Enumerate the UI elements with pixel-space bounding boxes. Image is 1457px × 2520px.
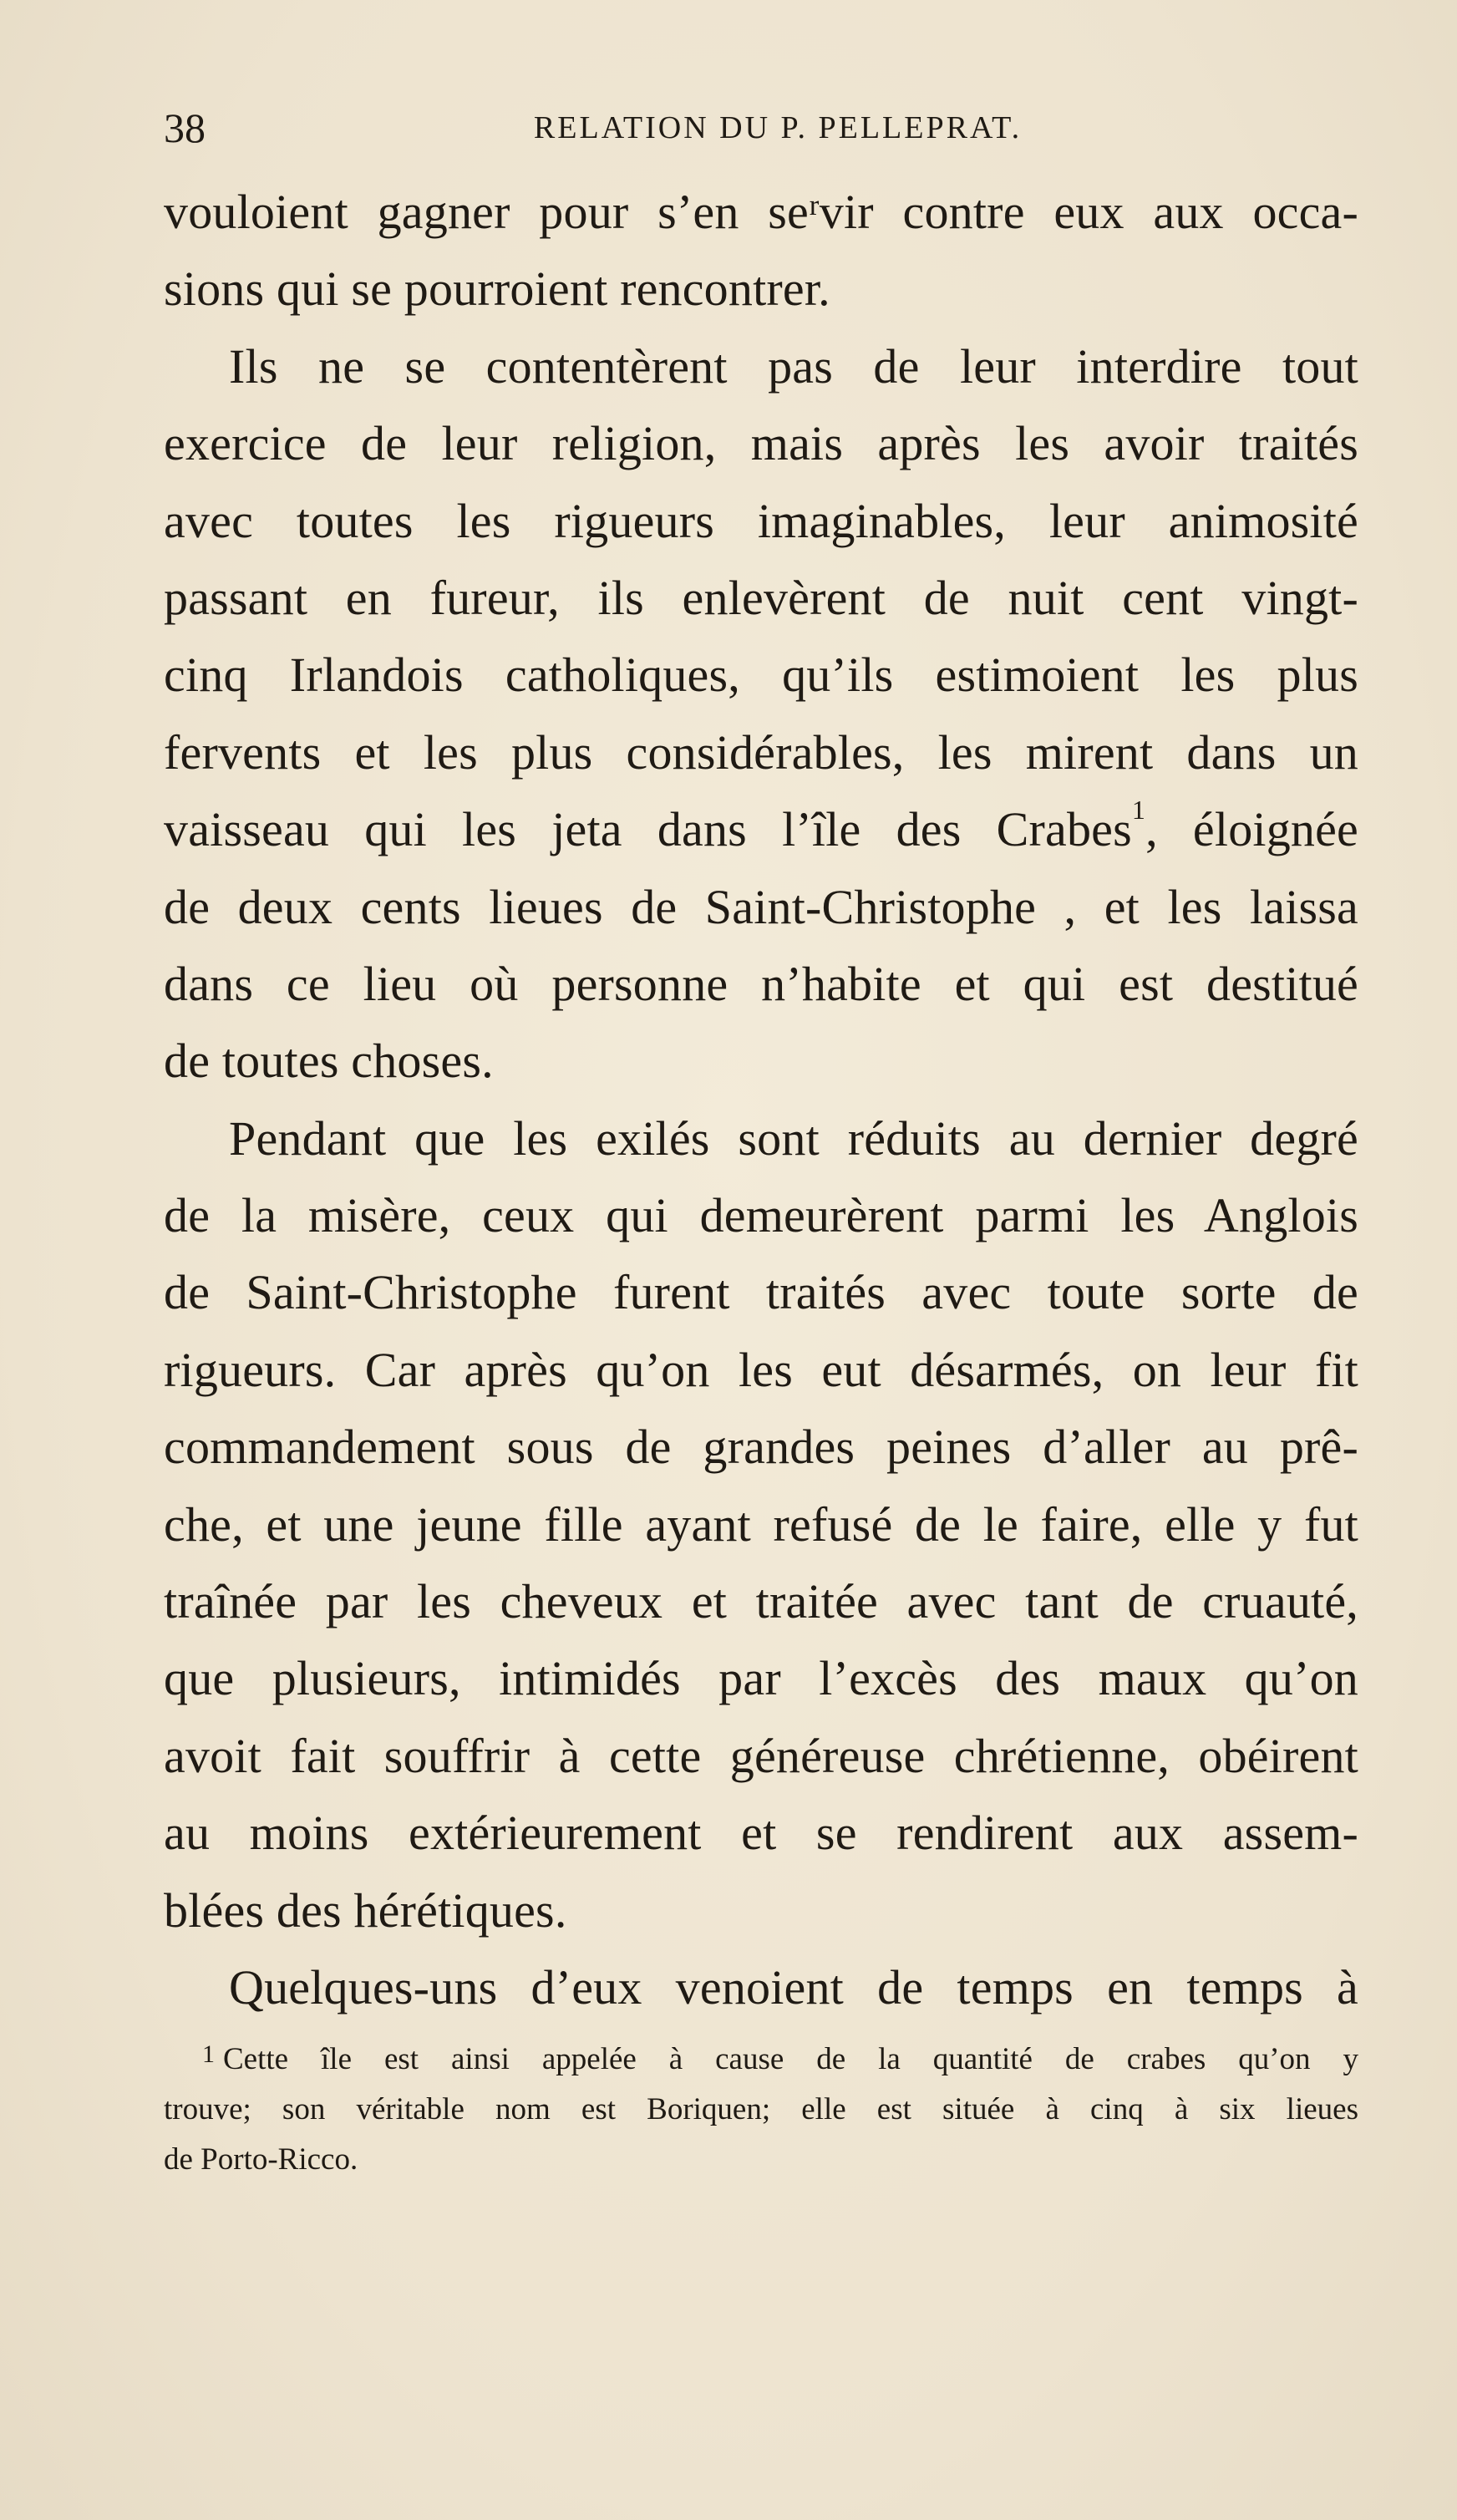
text-segment: , éloignée [1145,802,1358,857]
text-line: fervents et les plus considérables, les mirent dans un [164,724,1358,780]
footnote-text: Cette île est ainsi appelée à cause de la quantité de crabes qu’on y [223,2042,1358,2076]
text-line: de Saint-Christophe furent traités avec toute sorte de [164,1265,1358,1320]
text-line: de la misère, ceux qui demeurèrent parmi les Anglois [164,1188,1358,1243]
footnote-line: trouve; son véritable nom est Boriquen; elle est située à cinq à six lieues [164,2092,1358,2126]
text-line: blées des hérétiques. [164,1882,567,1938]
text-line: cinq Irlandois catholiques, qu’ils estimoient les plus [164,648,1358,703]
text-line: que plusieurs, intimidés par l’excès des maux qu’on [164,1651,1358,1706]
footnote-line: de Porto-Ricco. [164,2142,358,2177]
page-header [164,99,1358,157]
text-line [164,791,1358,868]
text-line: passant en fureur, ils enlevèrent de nuit cent vingt- [164,570,1358,625]
text-line: vouloient gagner pour s’en seʳvir contre eux aux occa- [164,185,1358,239]
text-line: rigueurs. Car après qu’on les eut désarmés, on leur fit [164,1342,1358,1397]
text-line: Quelques-uns d’eux venoient de temps en temps à [229,1959,1358,2014]
text-line: sions qui se pourroient rencontrer. [164,262,830,317]
footnote [164,2035,1358,2185]
text-line: commandement sous de grandes peines d’aller au prê- [164,1420,1358,1475]
text-line: avec toutes les rigueurs imaginables, leur animosité [164,493,1358,548]
body-text [164,174,1358,2026]
text-line: Pendant que les exilés sont réduits au dernier degré [229,1110,1358,1166]
text-line: avoit fait souffrir à cette généreuse chrétienne, obéirent [164,1728,1358,1783]
text-line: exercice de leur religion, mais après les avoir traités [164,416,1358,471]
footnote-reference: 1 [1131,795,1146,826]
page-number: 38 [164,104,206,151]
footnote-marker: 1 [202,2040,215,2068]
text-line: de toutes choses. [164,1034,494,1089]
text-line: au moins extérieurement et se rendirent aux assem- [164,1806,1358,1861]
running-title: RELATION DU P. PELLEPRAT. [533,110,1023,145]
text-line: de deux cents lieues de Saint-Christophe , et les laissa [164,879,1358,934]
text-line: traînée par les cheveux et traitée avec tant de cruauté, [164,1574,1358,1629]
footnote-line [164,2035,1358,2085]
text-line: Ils ne se contentèrent pas de leur interdire tout [229,338,1358,394]
text-line: dans ce lieu où personne n’habite et qui est destitué [164,956,1358,1011]
text-line: che, et une jeune fille ayant refusé de le faire, elle y fut [164,1496,1358,1552]
text-segment: vaisseau qui les jeta dans l’île des Crabes [164,802,1132,857]
